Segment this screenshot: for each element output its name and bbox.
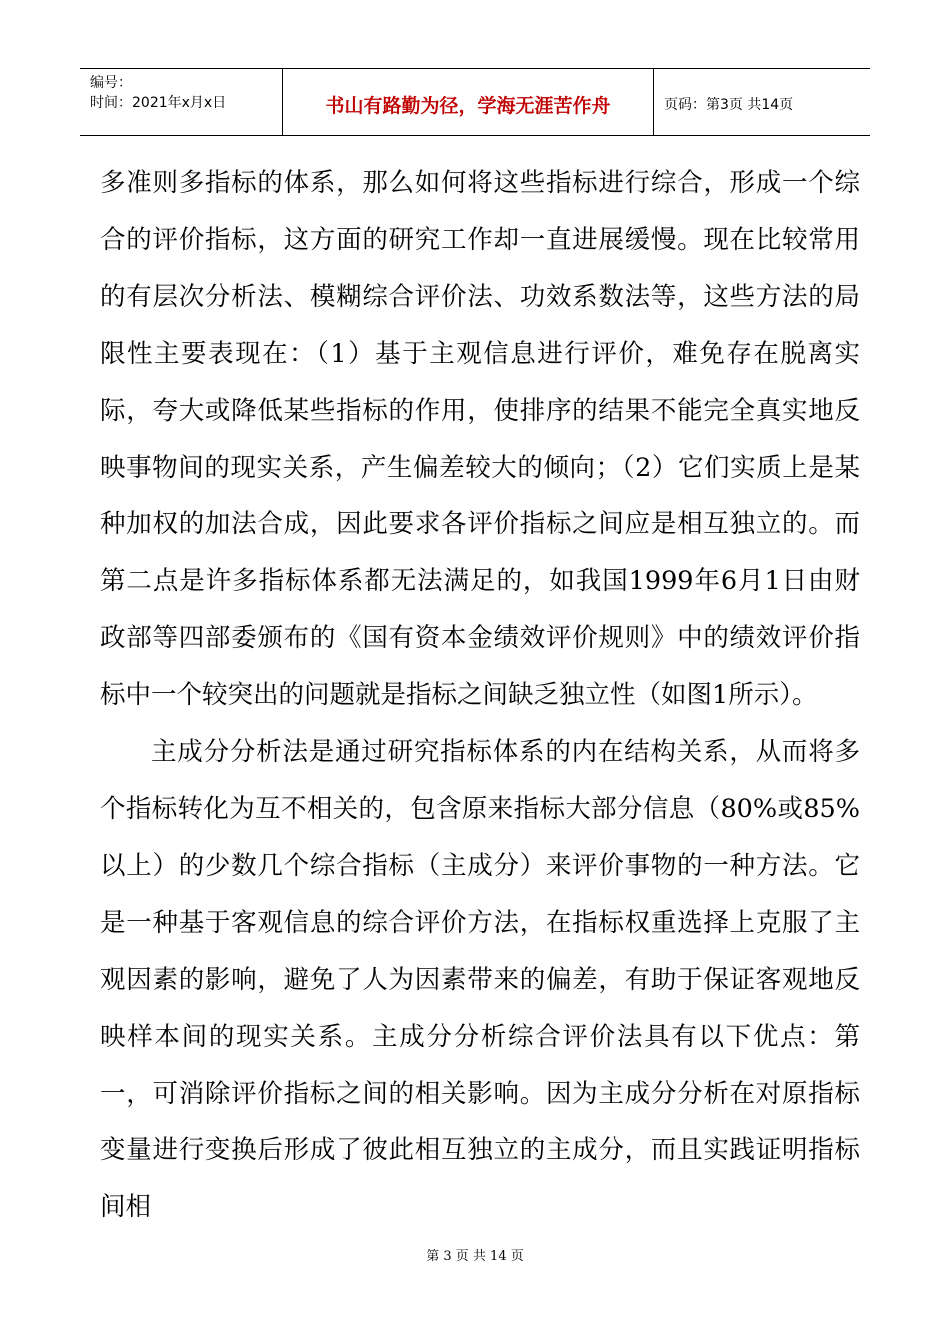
header-motto-cell — [283, 69, 654, 135]
paragraph-2: 主成分分析法是通过研究指标体系的内在结构关系，从而将多个指标转化为互不相关的，包含原来指标大部分信息（80%或85%以上）的少数几个综合指标（主成分）来评价事物的一种方法。它是一种基于客观信息的综合评价方法，在指标权重选择上克服了主观因素的影响，避免了人为因素带来的偏差，有助于保证客观地反映样本间的现实关系。主成分分析综合评价法具有以下优点：第一，可消除评价指标之间的相关影响。因为主成分分析在对原指标变量进行变换后形成了彼此相互独立的主成分，而且实践证明指标间相 — [100, 737, 860, 1223]
document-body — [100, 155, 860, 1236]
number-label: 编号： — [90, 75, 132, 91]
page-footer: 第 3 页 共 14 页 — [426, 1249, 524, 1264]
header-page-cell — [654, 69, 870, 135]
page-label: 页码：第3页 共14页 — [664, 97, 794, 113]
header-table — [80, 68, 870, 136]
date-label: 时间：2021年x月x日 — [90, 95, 227, 111]
paragraph-1: 多准则多指标的体系，那么如何将这些指标进行综合，形成一个综合的评价指标，这方面的研究工作却一直进展缓慢。现在比较常用的有层次分析法、模糊综合评价法、功效系数法等，这些方法的局限性主要表现在：（1）基于主观信息进行评价，难免存在脱离实际，夸大或降低某些指标的作用，使排序的结果不能完全真实地反映事物间的现实关系，产生偏差较大的倾向；（2）它们实质上是某种加权的加法合成，因此要求各评价指标之间应是相互独立的。而第二点是许多指标体系都无法满足的，如我国1999年6月1日由财政部等四部委颁布的《国有资本金绩效评价规则》中的绩效评价指标中一个较突出的问题就是指标之间缺乏独立性（如图1所示）。 — [100, 168, 860, 711]
header-meta-cell — [80, 69, 283, 135]
motto-text: 书山有路勤为径，学海无涯苦作舟 — [325, 94, 611, 117]
